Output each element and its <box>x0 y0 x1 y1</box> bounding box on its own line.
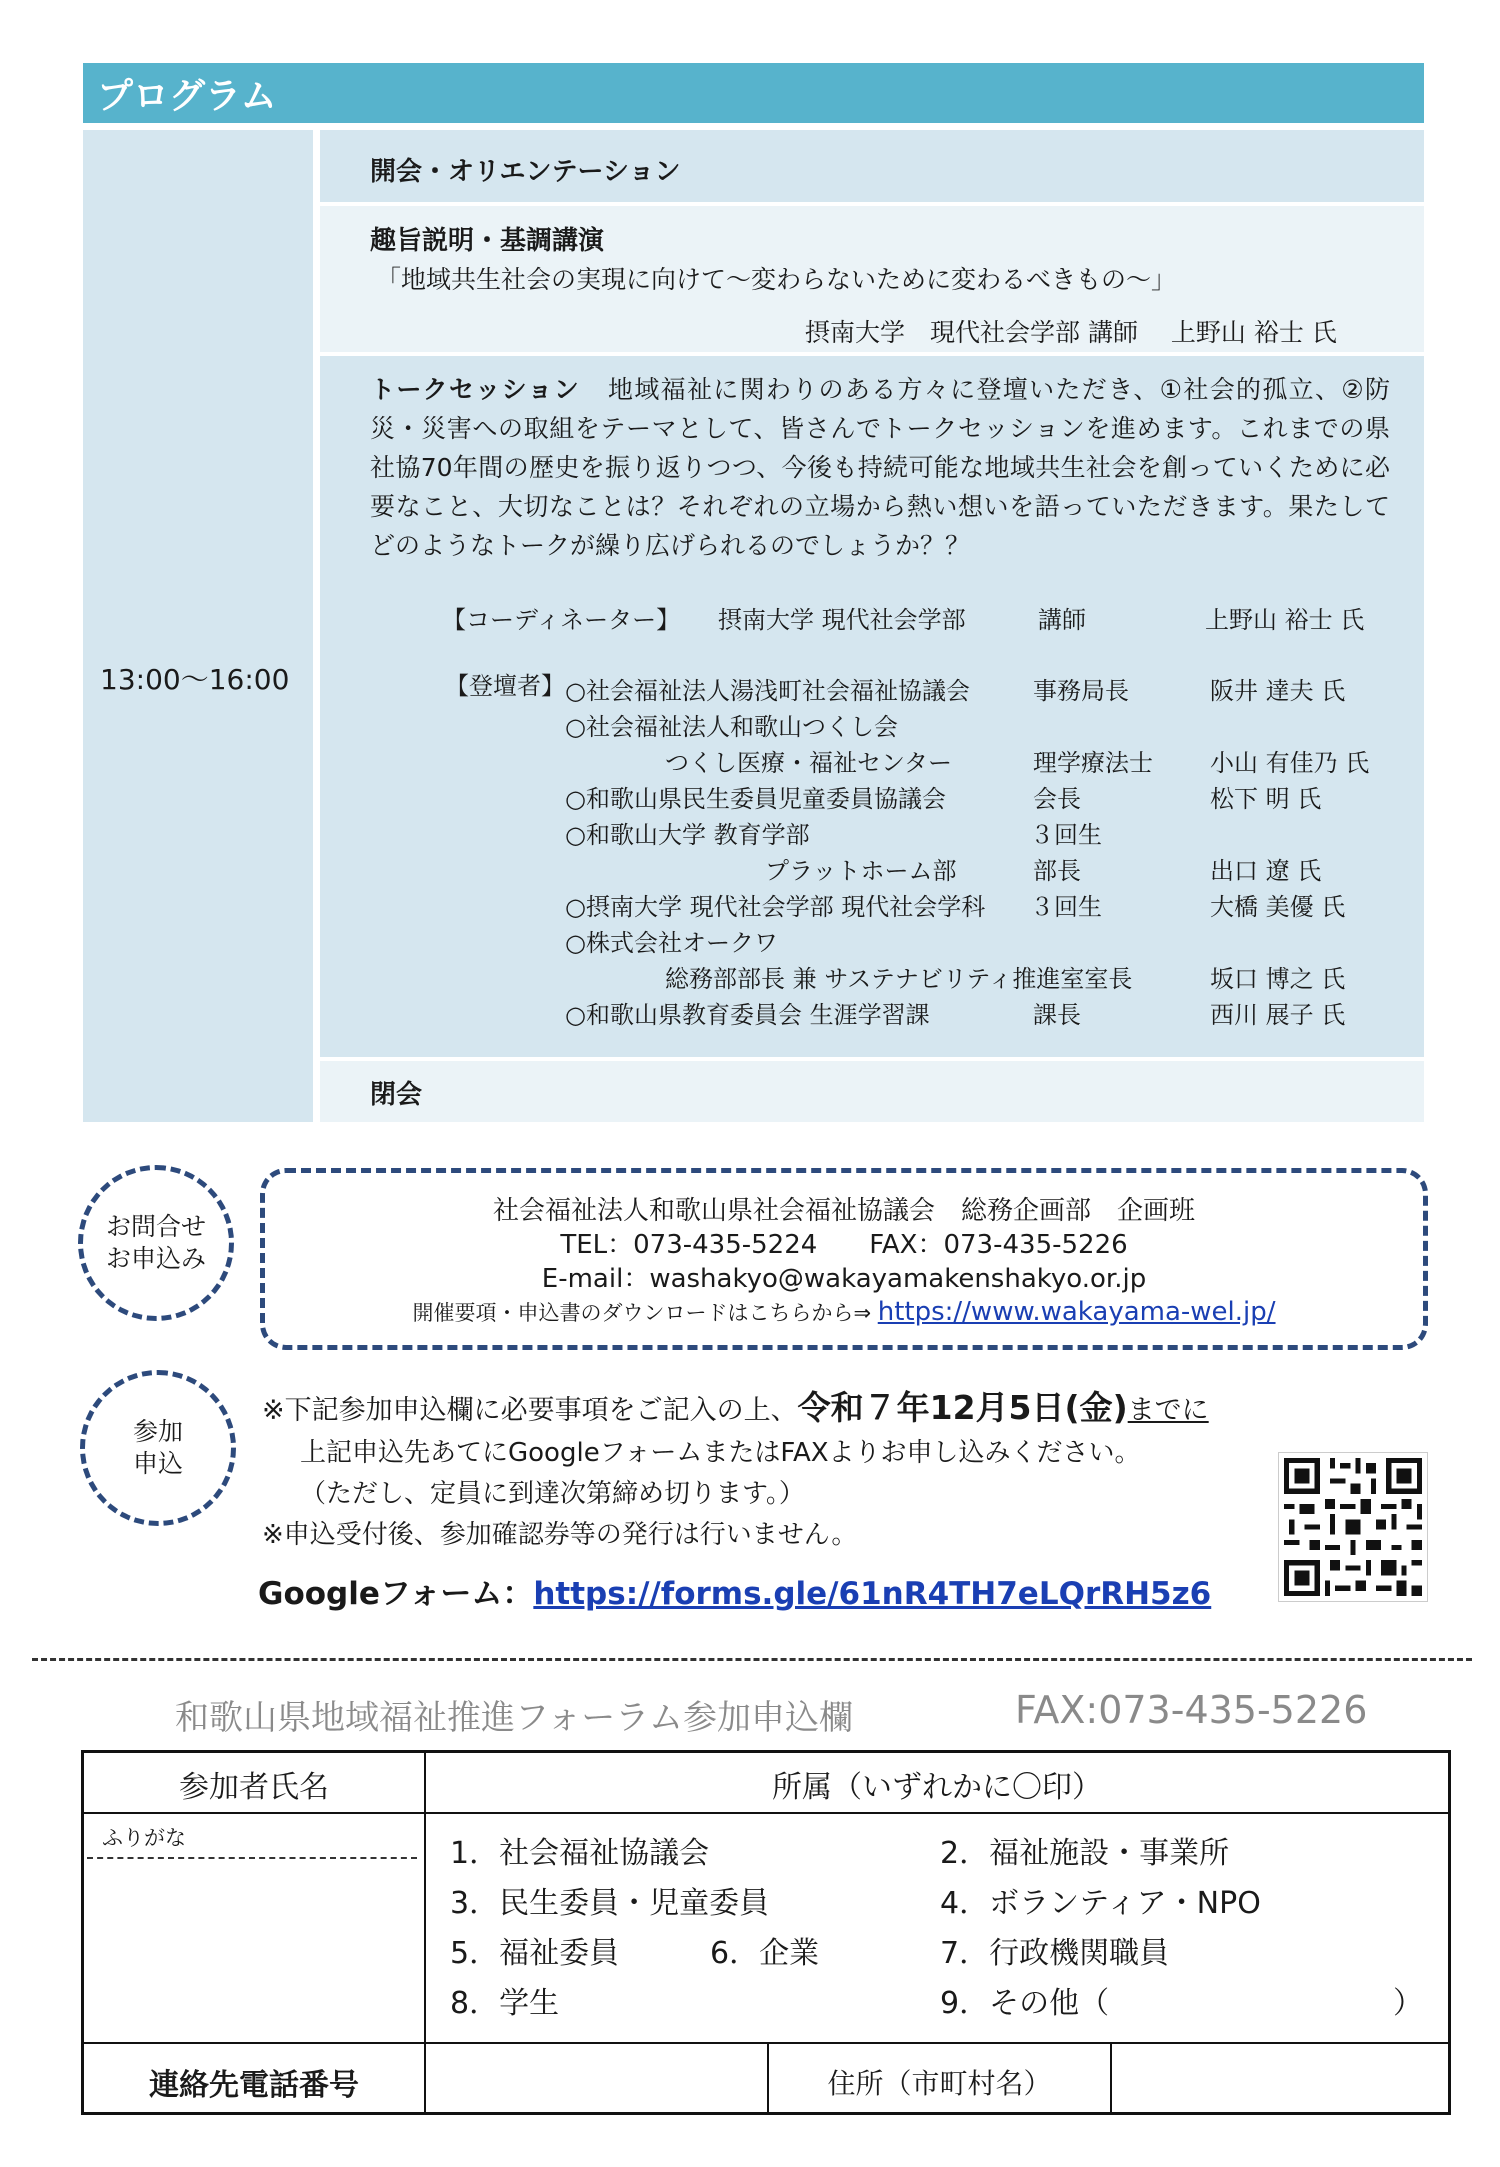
contact-email: E-mail：washakyo@wakayamakenshakyo.or.jp <box>541 1264 1147 1294</box>
panel-name: 小山 有佳乃 氏 <box>1210 749 1370 777</box>
table-col-divider <box>1110 2042 1112 2114</box>
panel-role: 課長 <box>1033 1001 1081 1029</box>
qr-code-icon[interactable] <box>1278 1452 1428 1602</box>
google-form-line <box>258 1568 1211 1613</box>
option-7[interactable]: 7．行政機関職員 <box>940 1936 1170 1971</box>
table-row-divider <box>81 2042 1451 2044</box>
keynote-speaker: 摂南大学 現代社会学部 講師 上野山 裕士 氏 <box>805 318 1337 347</box>
furigana-label: ふりがな <box>102 1826 186 1850</box>
participant-name-field[interactable] <box>87 1862 421 2040</box>
option-8[interactable]: 8．学生 <box>450 1986 560 2021</box>
contact-circle-line1: お問合せ <box>105 1212 206 1241</box>
panel-role: 理学療法士 <box>1033 749 1153 777</box>
download-link[interactable]: https://www.wakayama-wel.jp/ <box>877 1297 1276 1327</box>
contact-circle <box>78 1165 234 1321</box>
contact-circle-line2: お申込み <box>105 1244 206 1273</box>
panel-role: 会長 <box>1033 785 1081 813</box>
phone-field[interactable] <box>428 2046 765 2110</box>
panel-org: つくし医療・福祉センター <box>665 749 953 777</box>
form-fax: FAX:073-435-5226 <box>1015 1688 1368 1732</box>
table-header-divider <box>81 1812 1451 1814</box>
panel-name: 坂口 博之 氏 <box>1210 965 1346 993</box>
time-column <box>83 130 313 1122</box>
contact-org: 社会福祉法人和歌山県社会福祉協議会 総務企画部 企画班 <box>492 1196 1195 1226</box>
contact-tel-fax: TEL：073-435-5224 FAX：073-435-5226 <box>560 1230 1128 1260</box>
google-form-link[interactable]: https://forms.gle/61nR4TH7eLQrRH5z6 <box>533 1576 1212 1612</box>
panel-name: 出口 遼 氏 <box>1210 857 1322 885</box>
coordinator-org: 摂南大学 現代社会学部 <box>718 606 966 634</box>
panel-org: プラットホーム部 <box>765 857 957 885</box>
panel-org: ○株式会社オークワ <box>565 929 778 957</box>
phone-label: 連絡先電話番号 <box>149 2068 359 2103</box>
talk-session-paragraph <box>370 370 1390 565</box>
table-border-bottom <box>81 2112 1451 2115</box>
coordinator-label: 【コーディネーター】 <box>442 606 681 634</box>
panel-role: ３回生 <box>1030 821 1102 849</box>
apply-circle <box>80 1370 236 1526</box>
option-9-close: ） <box>1393 1986 1423 2021</box>
header-participant-name: 参加者氏名 <box>179 1770 329 1805</box>
panel-name: 大橋 美優 氏 <box>1210 893 1346 921</box>
panel-org: ○和歌山県民生委員児童委員協議会 <box>565 785 946 813</box>
option-3[interactable]: 3．民生委員・児童委員 <box>450 1886 770 1921</box>
opening-title: 開会・オリエンテーション <box>370 157 681 187</box>
panel-name: 松下 明 氏 <box>1210 785 1322 813</box>
option-9[interactable]: 9．その他（ <box>940 1986 1110 2021</box>
coordinator-role: 講師 <box>1038 606 1086 634</box>
apply-line3: （ただし、定員に到達次第締め切ります。） <box>300 1479 805 1509</box>
address-field[interactable] <box>1114 2046 1446 2110</box>
table-border-top <box>81 1750 1451 1753</box>
panel-org: 総務部部長 兼 サステナビリティ推進室室長 <box>665 965 1133 993</box>
option-5[interactable]: 5．福祉委員 <box>450 1936 620 1971</box>
panel-role: 事務局長 <box>1033 677 1129 705</box>
coordinator-name: 上野山 裕士 氏 <box>1205 606 1365 634</box>
closing-title: 閉会 <box>370 1080 423 1110</box>
program-header: プログラム <box>83 63 1424 123</box>
option-1[interactable]: 1．社会福祉協議会 <box>450 1836 710 1871</box>
option-6[interactable]: 6．企業 <box>710 1936 820 1971</box>
panel-label: 【登壇者】 <box>445 672 565 700</box>
apply-line2: 上記申込先あてにGoogleフォームまたはFAXよりお申し込みください。 <box>300 1438 1141 1468</box>
table-border-right <box>1448 1750 1451 2115</box>
program-time: 13:00～16:00 <box>100 663 290 696</box>
deadline: 令和７年12月5日(金) <box>797 1388 1128 1427</box>
panel-role: ３回生 <box>1030 893 1102 921</box>
download-line <box>265 1297 1423 1327</box>
apply-line1-pre: ※下記参加申込欄に必要事項をご記入の上、 <box>262 1395 798 1426</box>
panel-org: ○和歌山大学 教育学部 <box>565 821 810 849</box>
option-4[interactable]: 4．ボランティア・NPO <box>940 1886 1261 1921</box>
apply-circle-line1: 参加 <box>132 1417 183 1446</box>
panel-name: 阪井 達夫 氏 <box>1210 677 1346 705</box>
talk-session-description: 地域福祉に関わりのある方々に登壇いただき、①社会的孤立、②防災・災害への取組をテーマとして、皆さんでトークセッションを進めます。これまでの県社協70年間の歴史を振り返りつつ、今後も持続可能な地域共生社会を創っていくために必要なこと、大切なことは？それぞれの立場から熱い想いを語っていただきます。果たしてどのようなトークが繰り広げられるのでしょうか？？ <box>370 375 1390 560</box>
header-affiliation: 所属（いずれかに〇印） <box>772 1770 1102 1805</box>
panel-org: ○摂南大学 現代社会学部 現代社会学科 <box>565 893 986 921</box>
option-2[interactable]: 2．福祉施設・事業所 <box>940 1836 1230 1871</box>
panel-role: 部長 <box>1033 857 1081 885</box>
address-label: 住所（市町村名） <box>827 2067 1052 2100</box>
keynote-theme: 「地域共生社会の実現に向けて～変わらないために変わるべきもの～」 <box>376 265 1177 294</box>
apply-circle-line2: 申込 <box>132 1449 183 1478</box>
apply-line1-post: までに <box>1127 1395 1209 1426</box>
download-text: 開催要項・申込書のダウンロードはこちらから⇒ <box>412 1301 878 1325</box>
form-title: 和歌山県地域福祉推進フォーラム参加申込欄 <box>175 1698 853 1738</box>
row-closing <box>320 1061 1424 1122</box>
panel-org: ○社会福祉法人和歌山つくし会 <box>565 713 898 741</box>
furigana-divider <box>87 1857 417 1859</box>
panel-org: ○和歌山県教育委員会 生涯学習課 <box>565 1001 930 1029</box>
panel-name: 西川 展子 氏 <box>1210 1001 1346 1029</box>
talk-session-title: トークセッション <box>370 375 581 404</box>
apply-line1 <box>262 1382 1209 1429</box>
keynote-title: 趣旨説明・基調講演 <box>370 226 605 256</box>
google-form-label: Googleフォーム： <box>258 1576 534 1612</box>
panel-org: ○社会福祉法人湯浅町社会福祉協議会 <box>565 677 970 705</box>
apply-line4: ※申込受付後、参加確認券等の発行は行いません。 <box>262 1520 858 1550</box>
cut-line <box>32 1658 1472 1661</box>
